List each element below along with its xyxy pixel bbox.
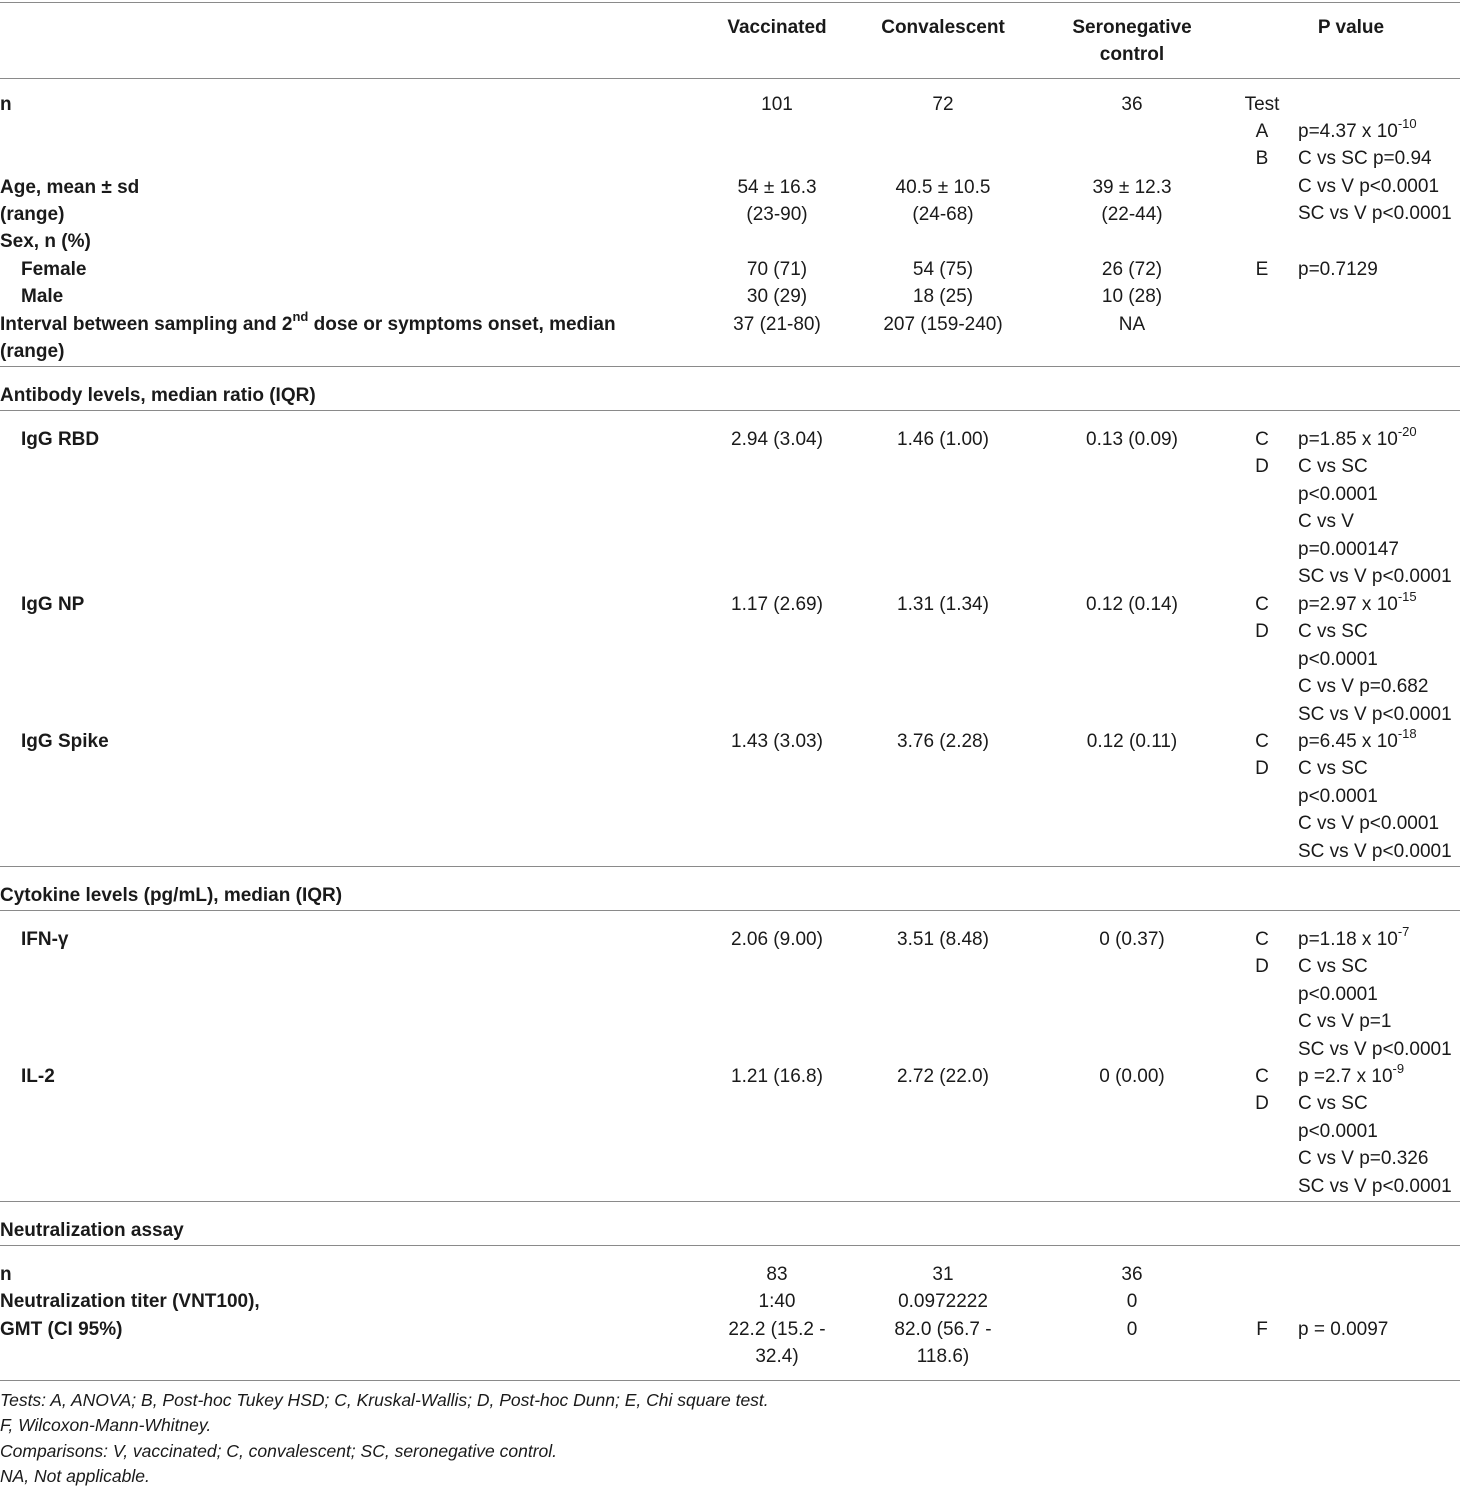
row-label: IL-2 [21, 1066, 55, 1087]
cell-n-vaccinated: 101 [761, 94, 793, 115]
cell-interval-convalescent: 207 (159-240) [883, 314, 1003, 335]
row-label-n: n [0, 94, 12, 115]
cell-age-range-vaccinated: (23-90) [746, 204, 808, 225]
cell-gmt-test: F [1256, 1319, 1268, 1340]
cell-neutral-n-seronegative: 36 [1121, 1264, 1143, 1285]
cell-seronegative: 0.13 (0.09) [1086, 429, 1178, 450]
col-header-convalescent: Convalescent [881, 17, 1005, 38]
cell-male-convalescent: 18 (25) [912, 286, 974, 307]
pvalue-text: C vs SC [1298, 956, 1368, 978]
cell-seronegative: 0 (0.00) [1099, 1066, 1165, 1087]
pvalue-text: p<0.0001 [1298, 785, 1378, 807]
cell-gmt-vaccinated: 22.2 (15.2 - [728, 1319, 826, 1340]
row-label-interval: Interval between sampling and 2nd dose or symptoms onset, median [0, 308, 616, 335]
pvalue-text: p<0.0001 [1298, 648, 1378, 670]
pvalue-test-code: C [1255, 1066, 1269, 1087]
row-label: IgG Spike [21, 731, 109, 752]
pvalue-text: p<0.0001 [1298, 983, 1378, 1005]
col-header-seronegative-line2: control [1099, 44, 1165, 65]
cell-convalescent: 3.51 (8.48) [897, 929, 989, 950]
pvalue-text: p=1.85 x $10^{-20}$ [1298, 423, 1417, 450]
pvalue-text: p=1.18 x $10^{-7}$ [1298, 923, 1410, 950]
cell-age-seronegative: 39 ± 12.3 [1092, 177, 1172, 198]
col-header-seronegative: Seronegative [1072, 17, 1192, 38]
pvalue-test-code: C [1255, 731, 1269, 752]
pvalue-exponent: -18 [1397, 725, 1417, 741]
pvalue-test-code: D [1255, 956, 1269, 978]
cell-interval-seronegative: NA [1118, 314, 1146, 335]
pvalue-text: p =2.7 x $10^{-9}$ [1298, 1060, 1405, 1087]
section-cytokine: Cytokine levels (pg/mL), median (IQR) [0, 885, 343, 906]
cell-n-convalescent: 72 [932, 94, 954, 115]
row-label: IgG RBD [21, 429, 100, 450]
pvalue-text: C vs SC [1298, 1093, 1368, 1115]
pvalue-test-code: B [1255, 148, 1269, 170]
rule-cytokine-top [0, 866, 1460, 867]
row-label-age-range: (range) [0, 204, 65, 225]
pvalue-text: p<0.0001 [1298, 483, 1378, 505]
cell-age-convalescent: 40.5 ± 10.5 [895, 177, 991, 198]
cell-female-pvalue: p=0.7129 [1298, 259, 1378, 280]
cell-gmt-vaccinated-line2: 32.4) [755, 1346, 799, 1367]
cell-seronegative: 0 (0.37) [1099, 929, 1165, 950]
rule-neutral-bottom [0, 1245, 1460, 1246]
cell-gmt-convalescent: 82.0 (56.7 - [894, 1319, 992, 1340]
rule-cytokine-bottom [0, 910, 1460, 911]
cell-convalescent: 2.72 (22.0) [897, 1066, 989, 1087]
section-neutralization: Neutralization assay [0, 1220, 184, 1241]
pvalue-text: p=0.000147 [1298, 538, 1399, 560]
pvalue-test-code: C [1255, 594, 1269, 615]
cell-n-seronegative: 36 [1121, 94, 1143, 115]
pvalue-text: C vs SC [1298, 758, 1368, 780]
rule-bottom [0, 1380, 1460, 1381]
cell-seronegative: 0.12 (0.11) [1086, 731, 1178, 752]
cell-convalescent: 1.31 (1.34) [897, 594, 989, 615]
cell-titer-vaccinated: 1:40 [758, 1291, 796, 1312]
cell-seronegative: 0.12 (0.14) [1086, 594, 1178, 615]
footnote: Tests: A, ANOVA; B, Post-hoc Tukey HSD; C, Kruskal-Wallis; D, Post-hoc Dunn; E, Chi square test. [0, 1390, 769, 1410]
rule-top [0, 2, 1460, 3]
section-antibody: Antibody levels, median ratio (IQR) [0, 385, 316, 406]
pvalue-test-code: D [1255, 758, 1269, 780]
pvalue-text: SC vs V p<0.0001 [1298, 840, 1452, 862]
rule-neutral-top [0, 1201, 1460, 1202]
cell-female-test: E [1255, 259, 1269, 280]
cell-male-vaccinated: 30 (29) [746, 286, 808, 307]
cell-neutral-n-convalescent: 31 [932, 1264, 954, 1285]
pvalue-test-code: D [1255, 621, 1269, 643]
cell-convalescent: 1.46 (1.00) [897, 429, 989, 450]
row-label-gmt: GMT (CI 95%) [0, 1319, 123, 1340]
pvalue-test-code: D [1255, 456, 1269, 478]
col-header-pvalue: P value [1317, 17, 1385, 38]
pvalue-text: SC vs V p<0.0001 [1298, 203, 1452, 225]
pvalue-text: C vs SC p=0.94 [1298, 148, 1432, 170]
pvalue-text: C vs V p=0.326 [1298, 1148, 1429, 1170]
pvalue-test-code: C [1255, 429, 1269, 450]
cell-vaccinated: 1.21 (16.8) [731, 1066, 823, 1087]
pvalue-text: SC vs V p<0.0001 [1298, 566, 1452, 587]
pvalue-text: p=4.37 x $10^{-10}$ [1298, 115, 1417, 142]
row-label-female: Female [21, 259, 87, 280]
cell-vaccinated: 2.06 (9.00) [731, 929, 823, 950]
pvalue-text: C vs V p<0.0001 [1298, 813, 1440, 835]
row-label-age: Age, mean ± sd [0, 177, 140, 198]
cell-age-range-seronegative: (22-44) [1101, 204, 1163, 225]
cell-female-convalescent: 54 (75) [912, 259, 974, 280]
pvalue-text: p=6.45 x $10^{-18}$ [1298, 725, 1417, 752]
cell-neutral-n-vaccinated: 83 [766, 1264, 788, 1285]
cell-titer-seronegative: 0 [1126, 1291, 1138, 1312]
pvalue-text: SC vs V p<0.0001 [1298, 1038, 1452, 1060]
col-header-vaccinated: Vaccinated [727, 17, 827, 38]
cell-gmt-seronegative: 0 [1126, 1319, 1138, 1340]
cell-gmt-pvalue: p = 0.0097 [1298, 1319, 1389, 1340]
test-header: Test [1244, 94, 1280, 115]
pvalue-text: C vs V p=1 [1298, 1011, 1392, 1033]
pvalue-test-code: A [1255, 121, 1269, 142]
cell-vaccinated: 2.94 (3.04) [731, 429, 823, 450]
pvalue-test-code: D [1255, 1093, 1269, 1115]
pvalue-text: SC vs V p<0.0001 [1298, 1175, 1452, 1197]
row-label: IFN-γ [21, 929, 69, 950]
pvalue-text: C vs V p=0.682 [1298, 676, 1429, 698]
cell-age-vaccinated: 54 ± 16.3 [737, 177, 817, 198]
cell-female-seronegative: 26 (72) [1101, 259, 1163, 280]
footnote: F, Wilcoxon-Mann-Whitney. [0, 1415, 212, 1435]
pvalue-test-code: C [1255, 929, 1269, 950]
row-label-interval-range: (range) [0, 341, 65, 362]
cell-interval-vaccinated: 37 (21-80) [733, 314, 821, 335]
pvalue-exponent: -7 [1397, 923, 1410, 939]
pvalue-text: C vs V [1298, 511, 1354, 533]
pvalue-text: SC vs V p<0.0001 [1298, 703, 1452, 725]
row-label-male: Male [21, 286, 64, 307]
pvalue-text: C vs V p<0.0001 [1298, 175, 1440, 197]
cell-gmt-convalescent-line2: 118.6) [916, 1346, 970, 1367]
footnote: NA, Not applicable. [0, 1466, 150, 1486]
cell-vaccinated: 1.17 (2.69) [731, 594, 823, 615]
pvalue-exponent: -10 [1397, 115, 1417, 131]
row-label: IgG NP [21, 594, 85, 615]
cell-convalescent: 3.76 (2.28) [897, 731, 989, 752]
pvalue-exponent: -15 [1397, 588, 1417, 604]
row-label-neutral-n: n [0, 1264, 12, 1285]
pvalue-text: p<0.0001 [1298, 1120, 1378, 1142]
pvalue-exponent: -9 [1392, 1060, 1405, 1076]
cell-age-range-convalescent: (24-68) [912, 204, 974, 225]
cell-male-seronegative: 10 (28) [1101, 286, 1163, 307]
pvalue-text: p=2.97 x $10^{-15}$ [1298, 588, 1417, 615]
row-label-titer: Neutralization titer (VNT100), [0, 1291, 260, 1312]
cell-titer-convalescent: 0.0972222 [898, 1291, 988, 1312]
rule-antibody-bottom [0, 410, 1460, 411]
rule-header [0, 78, 1460, 79]
rule-antibody-top [0, 366, 1460, 367]
pvalue-exponent: -20 [1397, 423, 1417, 439]
cell-female-vaccinated: 70 (71) [746, 259, 808, 280]
pvalue-text: C vs SC [1298, 456, 1368, 478]
cell-vaccinated: 1.43 (3.03) [731, 731, 823, 752]
pvalue-text: C vs SC [1298, 621, 1368, 643]
row-label-sex: Sex, n (%) [0, 231, 91, 252]
footnote: Comparisons: V, vaccinated; C, convalescent; SC, seronegative control. [0, 1441, 558, 1461]
